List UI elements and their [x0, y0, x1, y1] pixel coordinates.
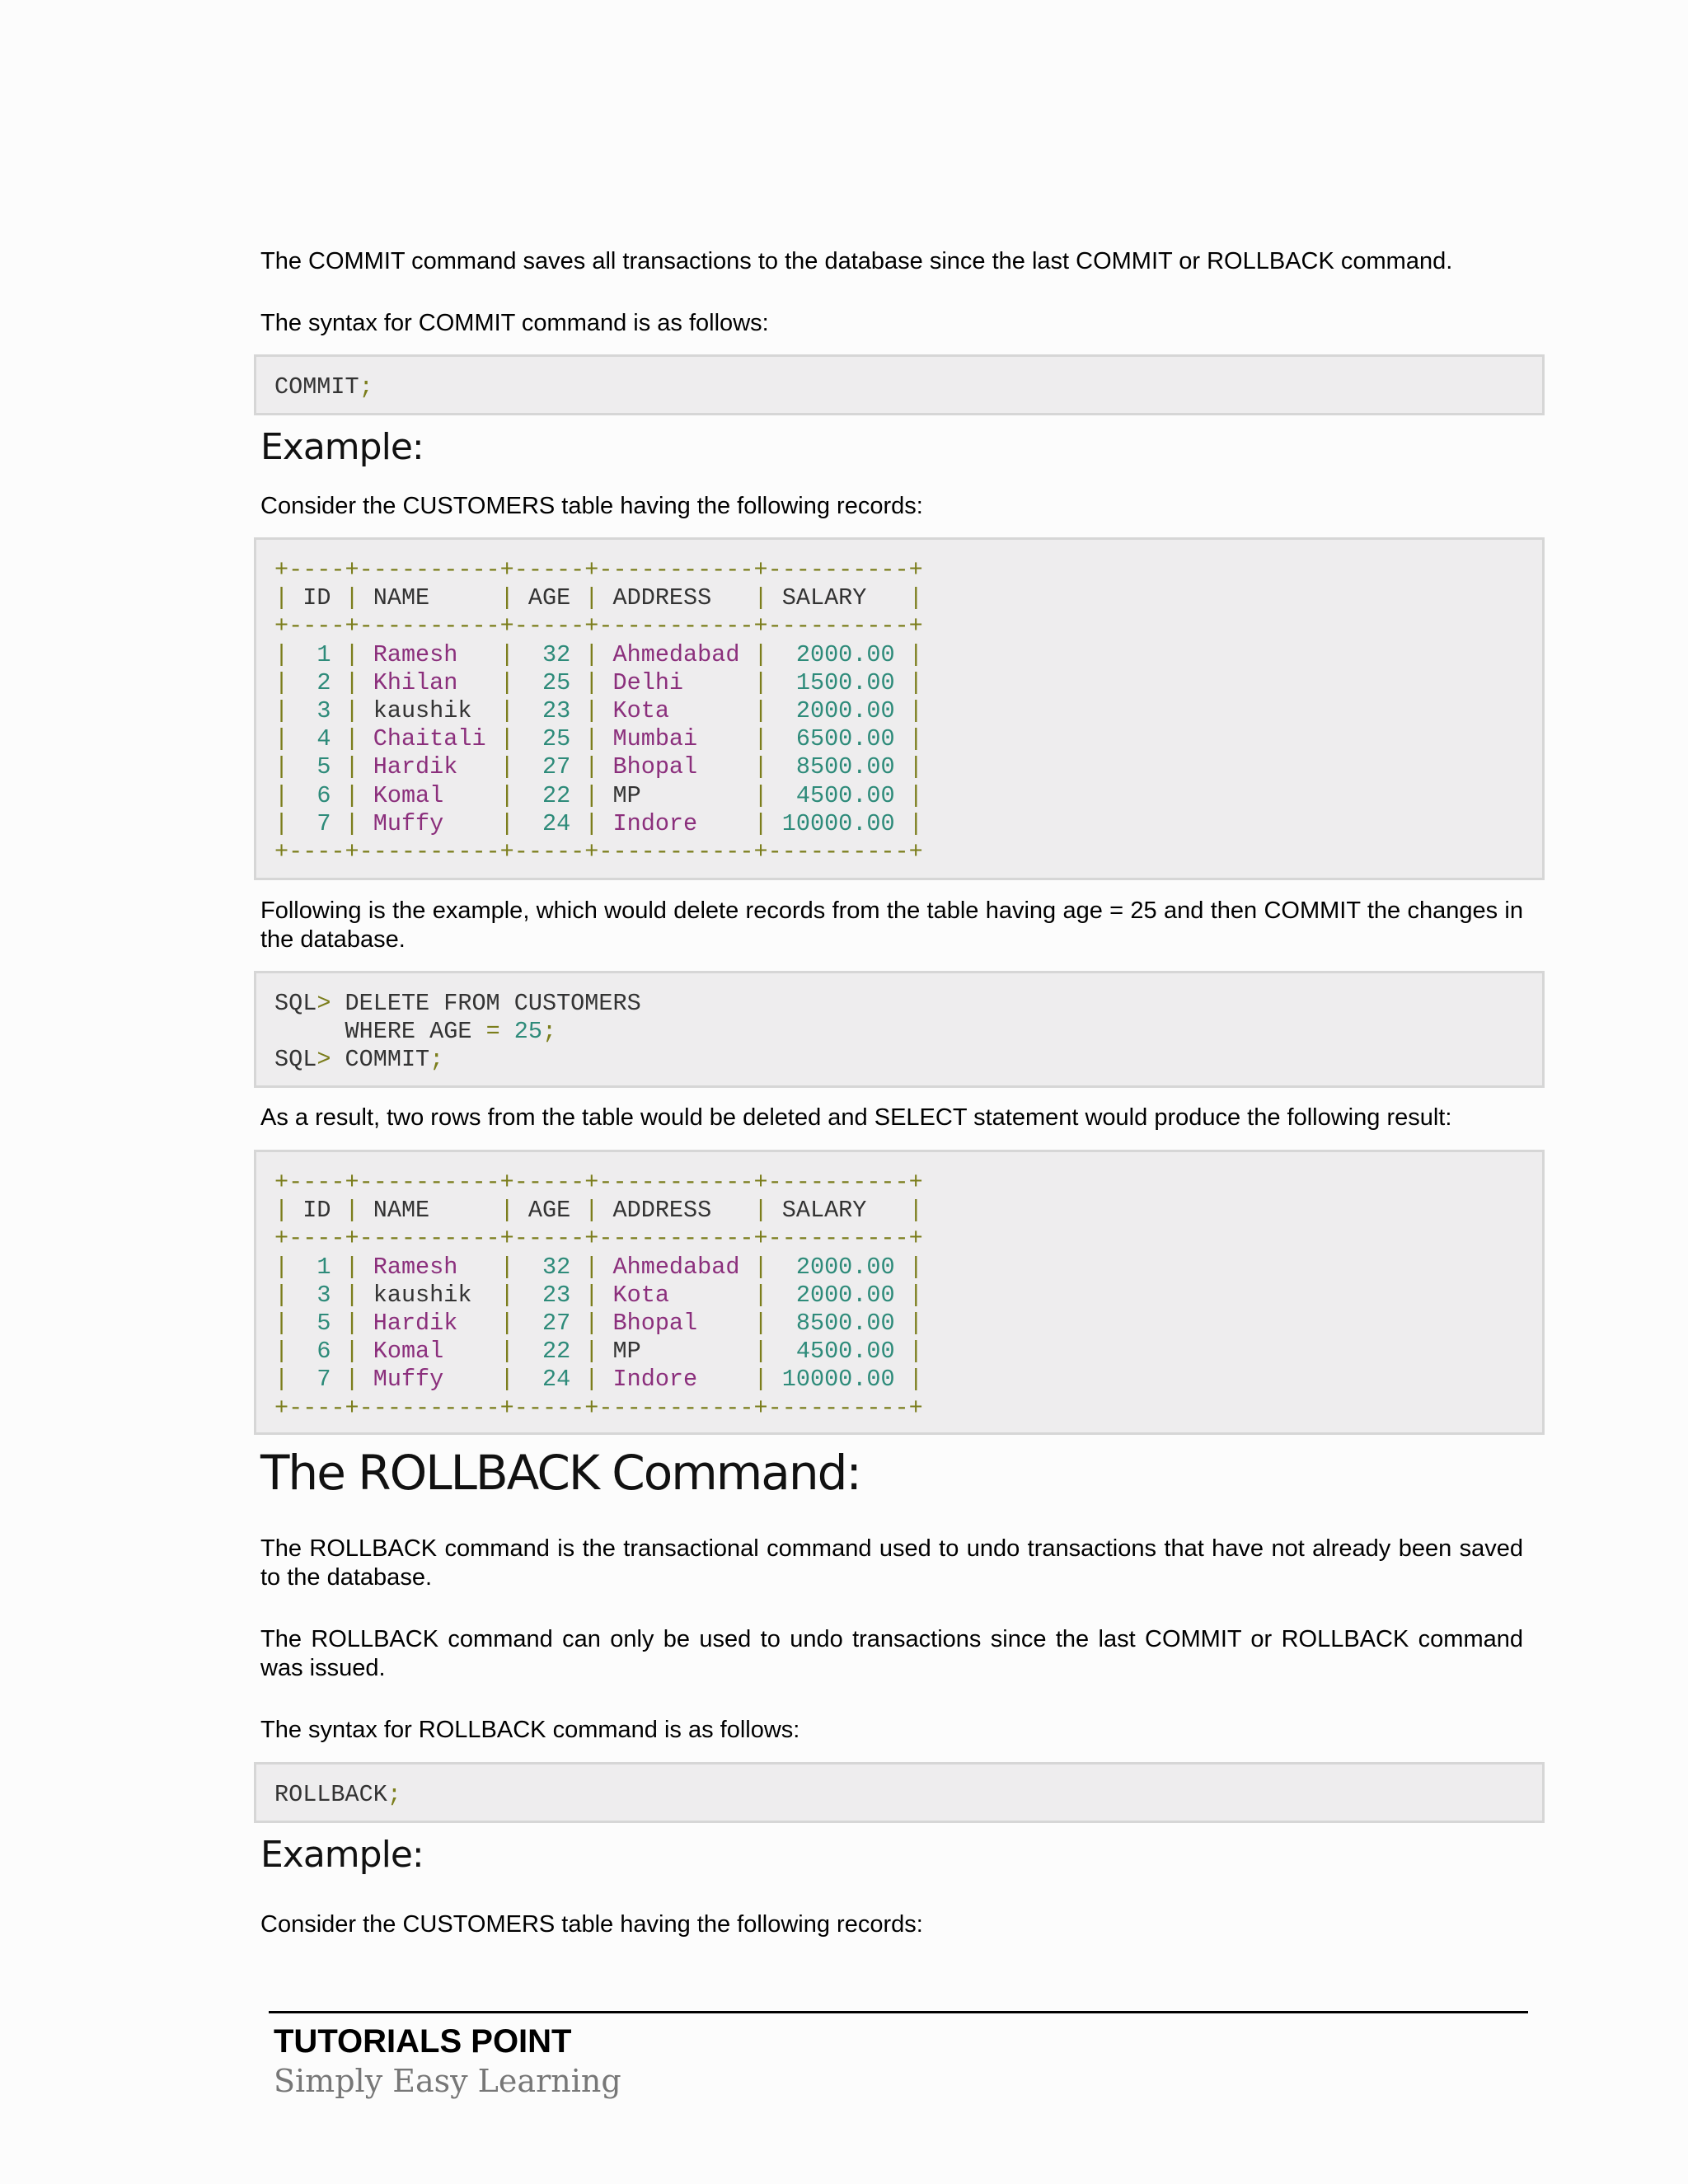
customers-table-text: +----+----------+-----+-----------+----------+ | ID | NAME | AGE | ADDRESS | SALARY | +----+----------+-----+-----------+----------+ | 1 | Ramesh | 32 | Ahmedabad | 2000.00 | | 2 | Khilan | 25 | Delhi | 1500.00 | | 3 | kaushik | 23 | Kota | 2000.00 | | 4 | Chaitali | 25 | Mumbai | 6500.00 | | 5 | Hardik | 27 | Bhopal | 8500.00 | | 6 | Komal | 22 | MP | 4500.00 | | 7 | Muffy | 24 | Indore | 10000.00 | +----+----------+-----+-----------+----------+: [274, 556, 923, 866]
table-cell: Khilan: [359, 668, 500, 696]
table-cell: 2: [288, 668, 345, 696]
table-header-cell: NAME: [359, 584, 500, 612]
table-cell: 3: [288, 697, 345, 725]
delete-commit-code-block: SQL> DELETE FROM CUSTOMERS WHERE AGE = 25; SQL> COMMIT;: [254, 971, 1545, 1088]
sql-where-value: 25: [513, 1018, 542, 1046]
result-table-code-block: [254, 1150, 1545, 1435]
table-cell: Indore: [598, 809, 754, 837]
table-cell: 22: [513, 781, 585, 809]
table-cell: 24: [513, 1366, 585, 1394]
table-cell: 7: [288, 809, 345, 837]
footer-tagline: Simply Easy Learning: [274, 2063, 621, 2099]
table-cell: 24: [513, 809, 585, 837]
table-cell: Ahmedabad: [598, 1253, 754, 1281]
table-header-cell: ADDRESS: [598, 584, 754, 612]
table-cell: MP: [598, 1338, 754, 1366]
table-cell: 1: [288, 1253, 345, 1281]
table-cell: Komal: [359, 1338, 500, 1366]
footer-divider: [269, 2011, 1528, 2013]
table-cell: 23: [513, 697, 585, 725]
table-cell: 32: [513, 1253, 585, 1281]
sql-where-clause: WHERE AGE: [345, 1018, 472, 1046]
table-cell: 8500.00: [767, 753, 909, 781]
table-cell: Kota: [598, 1281, 754, 1309]
table-cell: 23: [513, 1281, 585, 1309]
table-header-cell: NAME: [359, 1197, 500, 1225]
table-cell: 27: [513, 753, 585, 781]
commit-example-heading: Example:: [260, 426, 424, 468]
table-cell: 1: [288, 640, 345, 668]
sql-prompt: SQL: [274, 1046, 317, 1074]
table-cell: Ahmedabad: [598, 640, 754, 668]
table-cell: 3: [288, 1281, 345, 1309]
table-cell: Kota: [598, 697, 754, 725]
table-cell: 4500.00: [767, 1338, 909, 1366]
table-cell: Bhopal: [598, 1310, 754, 1338]
table-cell: 10000.00: [767, 809, 909, 837]
table-header-cell: ADDRESS: [598, 1197, 754, 1225]
table-cell: 32: [513, 640, 585, 668]
rollback-paragraph-1: The ROLLBACK command is the transactional command used to undo transactions that have not already been saved to the database.: [260, 1535, 1523, 1591]
code-keyword: COMMIT: [274, 373, 359, 401]
table-header-cell: AGE: [513, 1197, 585, 1225]
table-cell: 2000.00: [767, 697, 909, 725]
commit-syntax-intro: The syntax for COMMIT command is as follows:: [260, 310, 769, 336]
table-cell: Muffy: [359, 1366, 500, 1394]
table-cell: 7: [288, 1366, 345, 1394]
result-table-text: +----+----------+-----+-----------+----------+ | ID | NAME | AGE | ADDRESS | SALARY | +----+----------+-----+-----------+----------+ | 1 | Ramesh | 32 | Ahmedabad | 2000.00 | | 3 | kaushik | 23 | Kota | 2000.00 | | 5 | Hardik | 27 | Bhopal | 8500.00 | | 6 | Komal | 22 | MP | 4500.00 | | 7 | Muffy | 24 | Indore | 10000.00 | +----+----------+-----+-----------+----------+: [274, 1169, 923, 1422]
sql-prompt: SQL: [274, 990, 317, 1017]
rollback-heading: The ROLLBACK Command:: [260, 1445, 860, 1501]
table-cell: Bhopal: [598, 753, 754, 781]
table-cell: 6: [288, 1338, 345, 1366]
table-cell: Delhi: [598, 668, 754, 696]
table-cell: 2000.00: [767, 1281, 909, 1309]
table-cell: Mumbai: [598, 725, 754, 753]
table-cell: Hardik: [359, 753, 500, 781]
table-cell: 1500.00: [767, 668, 909, 696]
table-header-cell: ID: [288, 1197, 345, 1225]
table-cell: Ramesh: [359, 640, 500, 668]
table-cell: 4: [288, 725, 345, 753]
table-cell: 27: [513, 1310, 585, 1338]
table-cell: 4500.00: [767, 781, 909, 809]
table-cell: 5: [288, 1310, 345, 1338]
table-cell: 8500.00: [767, 1310, 909, 1338]
table-cell: Muffy: [359, 809, 500, 837]
rollback-syntax-intro: The syntax for ROLLBACK command is as follows:: [260, 1717, 800, 1743]
sql-delete-statement: DELETE FROM CUSTOMERS: [345, 990, 641, 1017]
table-cell: 22: [513, 1338, 585, 1366]
customers-table-code-block: [254, 537, 1545, 880]
table-cell: Chaitali: [359, 725, 500, 753]
rollback-example-intro: Consider the CUSTOMERS table having the following records:: [260, 1911, 923, 1938]
table-cell: Ramesh: [359, 1253, 500, 1281]
table-cell: 10000.00: [767, 1366, 909, 1394]
commit-delete-paragraph: Following is the example, which would delete records from the table having age = 25 and then COMMIT the changes in the database.: [260, 898, 1523, 953]
table-cell: 6500.00: [767, 725, 909, 753]
table-cell: 6: [288, 781, 345, 809]
table-cell: MP: [598, 781, 754, 809]
table-cell: Indore: [598, 1366, 754, 1394]
table-header-cell: SALARY: [767, 1197, 909, 1225]
table-header-cell: SALARY: [767, 584, 909, 612]
commit-syntax-code-block: COMMIT;: [254, 354, 1545, 415]
commit-result-paragraph: As a result, two rows from the table would be deleted and SELECT statement would produce the following result:: [260, 1104, 1452, 1131]
table-cell: kaushik: [359, 1281, 500, 1309]
rollback-paragraph-2: The ROLLBACK command can only be used to undo transactions since the last COMMIT or ROLLBACK command was issued.: [260, 1626, 1523, 1681]
commit-example-intro: Consider the CUSTOMERS table having the following records:: [260, 493, 923, 519]
code-keyword: ROLLBACK: [274, 1781, 387, 1808]
footer-brand: TUTORIALS POINT: [274, 2023, 572, 2060]
table-cell: Hardik: [359, 1310, 500, 1338]
commit-intro-paragraph: The COMMIT command saves all transactions to the database since the last COMMIT or ROLLBACK command.: [260, 248, 1453, 274]
table-cell: 25: [513, 725, 585, 753]
table-cell: 25: [513, 668, 585, 696]
table-header-cell: ID: [288, 584, 345, 612]
table-cell: kaushik: [359, 697, 500, 725]
table-cell: 5: [288, 753, 345, 781]
table-cell: 2000.00: [767, 640, 909, 668]
table-cell: 2000.00: [767, 1253, 909, 1281]
rollback-example-heading: Example:: [260, 1834, 424, 1876]
table-cell: Komal: [359, 781, 500, 809]
rollback-syntax-code-block: ROLLBACK;: [254, 1762, 1545, 1823]
table-header-cell: AGE: [513, 584, 585, 612]
sql-commit-statement: COMMIT: [345, 1046, 430, 1074]
